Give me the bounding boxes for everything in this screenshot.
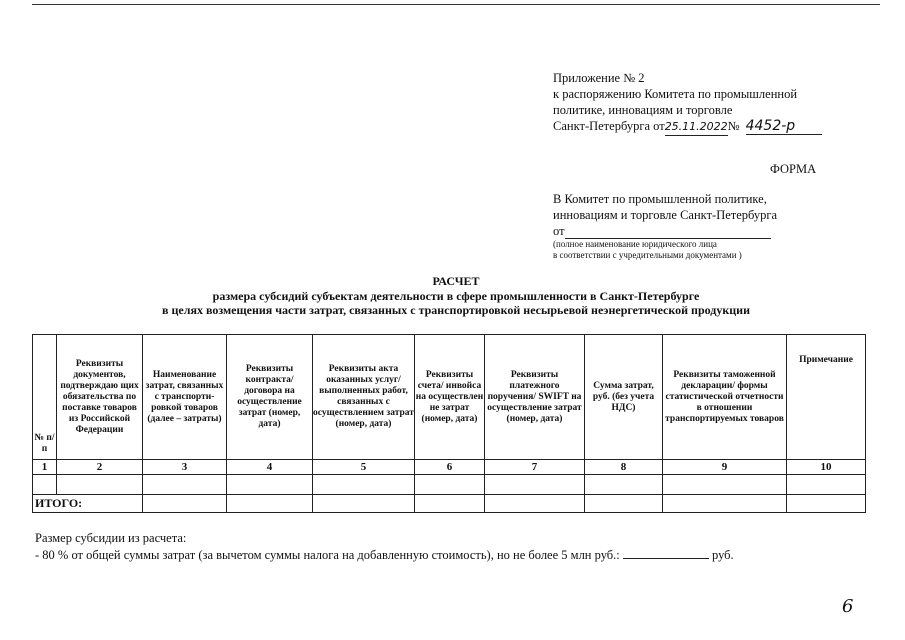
table-cell[interactable] xyxy=(787,475,866,495)
column-number: 3 xyxy=(143,460,227,475)
header-cell: Реквизиты контракта/ договора на осуществление затрат (номер, дата) xyxy=(227,335,313,460)
table-cell[interactable] xyxy=(33,475,57,495)
form-label: ФОРМА xyxy=(770,162,817,176)
calculation-table xyxy=(32,334,866,513)
column-number: 9 xyxy=(663,460,787,475)
addressee-line-2: инновациям и торговле Санкт-Петербурга xyxy=(553,208,778,222)
from-blank-line[interactable] xyxy=(565,226,771,239)
table-cell[interactable] xyxy=(227,475,313,495)
column-number: 7 xyxy=(485,460,585,475)
appendix-header xyxy=(553,70,822,136)
title-line-2: размера субсидий субъектам деятельности в сфере промышленности в Санкт-Петербурге xyxy=(212,288,700,303)
addressee-note-1: (полное наименование юридического лица xyxy=(553,239,717,249)
table-row xyxy=(33,475,866,495)
header-cell: Сумма затрат, руб. (без учета НДС) xyxy=(585,335,663,460)
total-cell[interactable] xyxy=(415,495,485,513)
appendix-line-2: к распоряжению Комитета по промышленной xyxy=(553,87,798,101)
title-line-1: РАСЧЕТ xyxy=(432,274,480,288)
column-number: 4 xyxy=(227,460,313,475)
table-cell[interactable] xyxy=(57,475,143,495)
table-cell[interactable] xyxy=(415,475,485,495)
appendix-line-4 xyxy=(553,118,822,136)
total-cell[interactable] xyxy=(143,495,227,513)
header-cell: Примечание xyxy=(787,335,866,460)
top-border-line xyxy=(32,4,880,5)
appendix-line-4-prefix: Санкт-Петербурга от xyxy=(553,119,665,133)
addressee-block xyxy=(553,191,777,261)
from-label: от xyxy=(553,224,565,238)
header-cell: Реквизиты платежного поручения/ SWIFT на осуществление затрат (номер, дата) xyxy=(485,335,585,460)
column-number: 6 xyxy=(415,460,485,475)
page-number: 6 xyxy=(842,596,854,617)
column-number: 10 xyxy=(787,460,866,475)
table-cell[interactable] xyxy=(143,475,227,495)
summary-line-2-text: - 80 % от общей суммы затрат (за вычетом суммы налога на добавленную стоимость), но не более 5 млн руб.: xyxy=(35,548,620,562)
handwritten-date: 25.11.2022 xyxy=(665,119,728,136)
addressee-from xyxy=(553,223,777,239)
appendix-line-1: Приложение № 2 xyxy=(553,71,645,85)
table-cell[interactable] xyxy=(313,475,415,495)
table-header-row xyxy=(33,335,866,460)
column-number: 2 xyxy=(57,460,143,475)
header-cell: Наименование затрат, связанных с транспорти- ровкой товаров (далее – затраты) xyxy=(143,335,227,460)
header-cell: Реквизиты акта оказанных услуг/ выполненных работ, связанных с осуществлением затрат (номер, дата) xyxy=(313,335,415,460)
total-label: ИТОГО: xyxy=(33,495,143,513)
column-number: 8 xyxy=(585,460,663,475)
header-cell: Реквизиты счета/ инвойса на осуществлен не затрат (номер, дата) xyxy=(415,335,485,460)
title-line-3: в целях возмещения части затрат, связанных с транспортировкой несырьевой неэнергетической продукции xyxy=(162,303,750,317)
column-number-row xyxy=(33,460,866,475)
column-number: 1 xyxy=(33,460,57,475)
total-cell[interactable] xyxy=(787,495,866,513)
subsidy-amount-blank[interactable] xyxy=(623,547,709,559)
summary-unit: руб. xyxy=(712,548,734,562)
document-title xyxy=(32,274,880,318)
total-cell[interactable] xyxy=(585,495,663,513)
summary-block xyxy=(35,530,734,564)
appendix-line-3: политике, инновациям и торговле xyxy=(553,103,733,117)
table-cell[interactable] xyxy=(585,475,663,495)
total-row xyxy=(33,495,866,513)
addressee-line-1: В Комитет по промышленной политике, xyxy=(553,192,767,206)
column-number: 5 xyxy=(313,460,415,475)
header-cell: Реквизиты таможенной декларации/ формы статистической отчетности в отношении транспортируемых товаров xyxy=(663,335,787,460)
total-cell[interactable] xyxy=(663,495,787,513)
header-cell: Реквизиты документов, подтверждаю щих обязательства по поставке товаров из Российской Федерации xyxy=(57,335,143,460)
table-cell[interactable] xyxy=(663,475,787,495)
header-cell: № п/п xyxy=(33,335,57,460)
summary-line-1: Размер субсидии из расчета: xyxy=(35,531,187,545)
total-cell[interactable] xyxy=(485,495,585,513)
total-cell[interactable] xyxy=(313,495,415,513)
addressee-note-2: в соответствии с учредительными документами ) xyxy=(553,250,742,260)
table-cell[interactable] xyxy=(485,475,585,495)
number-sign: № xyxy=(727,119,740,133)
handwritten-number: 4452-р xyxy=(746,118,822,135)
total-cell[interactable] xyxy=(227,495,313,513)
summary-line-2 xyxy=(35,547,734,564)
